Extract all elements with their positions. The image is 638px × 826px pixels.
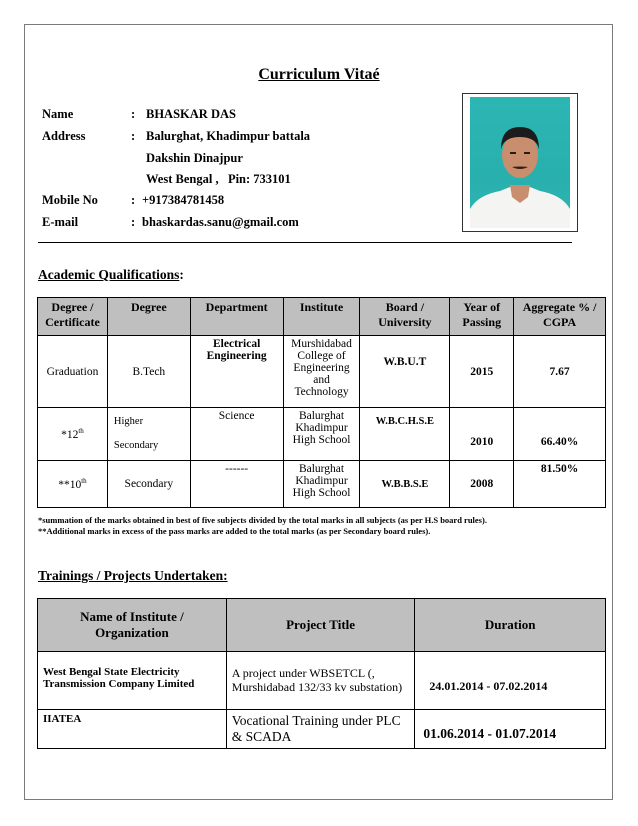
cell-aggregate: 81.50% [514, 461, 606, 508]
cell-certificate: Graduation [38, 336, 108, 408]
email-value: bhaskardas.sanu@gmail.com [142, 215, 299, 229]
cell-department: ------ [190, 461, 283, 508]
email-colon: : [131, 215, 136, 229]
note-hs: *summation of the marks obtained in best of five subjects divided by the total marks in all subjects (as per H.S board rules). [38, 515, 487, 525]
name-value: BHASKAR DAS [146, 107, 236, 121]
cell-board: W.B.C.H.S.E [360, 408, 450, 461]
person-silhouette-icon [470, 97, 570, 228]
trainings-heading-text: Trainings / Projects Undertaken: [38, 568, 228, 583]
acad-header-board: Board / University [360, 298, 450, 336]
table-row [38, 710, 606, 749]
acad-header-degree: Degree [107, 298, 190, 336]
cell-institute: West Bengal State Electricity Transmission Company Limited [38, 652, 227, 710]
cell-institute: IIATEA [38, 710, 227, 749]
address-line2: Dakshin Dinajpur [146, 151, 243, 165]
name-label: Name [42, 107, 74, 121]
address-colon: : [131, 129, 136, 143]
cell-department: Electrical Engineering [190, 336, 283, 408]
cell-department: Science [190, 408, 283, 461]
cell-year: 2010 [450, 408, 514, 461]
cell-certificate [38, 408, 108, 461]
cell-degree: Secondary [107, 461, 190, 508]
cell-year: 2015 [450, 336, 514, 408]
academic-heading [38, 267, 184, 283]
academic-notes [38, 515, 487, 537]
cert-sup: th [78, 427, 84, 436]
cell-institute: Balurghat Khadimpur High School [283, 461, 360, 508]
trainings-heading [38, 568, 228, 584]
acad-header-aggregate: Aggregate % / CGPA [514, 298, 606, 336]
train-header-duration: Duration [415, 599, 606, 652]
cell-institute: Balurghat Khadimpur High School [283, 408, 360, 461]
cell-project-title: A project under WBSETCL (, Murshidabad 132/33 kv substation) [226, 652, 415, 710]
note-secondary: **Additional marks in excess of the pass marks are added to the total marks (as per Secondary board rules). [38, 526, 431, 536]
cell-duration: 01.06.2014 - 01.07.2014 [415, 710, 606, 749]
cell-year: 2008 [450, 461, 514, 508]
cert-prefix: **10 [58, 478, 82, 491]
address-line1: Balurghat, Khadimpur battala [146, 129, 311, 143]
mobile-label: Mobile No [42, 193, 98, 207]
cert-prefix: *12 [61, 428, 79, 441]
cell-aggregate: 66.40% [514, 408, 606, 461]
cell-board: W.B.B.S.E [360, 461, 450, 508]
name-colon: : [131, 107, 136, 121]
email-label: E-mail [42, 215, 79, 229]
trainings-table [37, 598, 606, 749]
academic-heading-text: Academic Qualifications [38, 267, 180, 282]
table-row [38, 652, 606, 710]
mobile-value: +917384781458 [142, 193, 225, 207]
address-label: Address [42, 129, 86, 143]
cv-title: Curriculum Vitaé [258, 66, 380, 83]
cell-institute: Murshidabad College of Engineering and Technology [283, 336, 360, 408]
mobile-colon: : [131, 193, 136, 207]
train-header-title: Project Title [226, 599, 415, 652]
academic-heading-colon: : [179, 267, 184, 282]
cert-sup: th [81, 477, 87, 486]
cell-duration: 24.01.2014 - 07.02.2014 [415, 652, 606, 710]
profile-photo [470, 97, 570, 228]
table-row [38, 408, 606, 461]
address-line3: West Bengal , Pin: 733101 [146, 172, 291, 186]
acad-header-year: Year of Passing [450, 298, 514, 336]
acad-header-certificate: Degree / Certificate [38, 298, 108, 336]
table-row [38, 461, 606, 508]
cell-certificate [38, 461, 108, 508]
header-divider [38, 242, 572, 243]
acad-header-department: Department [190, 298, 283, 336]
train-header-institute: Name of Institute / Organization [38, 599, 227, 652]
cell-degree: Higher Secondary [107, 408, 190, 461]
cell-aggregate: 7.67 [514, 336, 606, 408]
cell-project-title: Vocational Training under PLC & SCADA [226, 710, 415, 749]
cell-degree: B.Tech [107, 336, 190, 408]
academic-table [37, 297, 606, 508]
table-row [38, 336, 606, 408]
cell-board: W.B.U.T [360, 336, 450, 408]
acad-header-institute: Institute [283, 298, 360, 336]
